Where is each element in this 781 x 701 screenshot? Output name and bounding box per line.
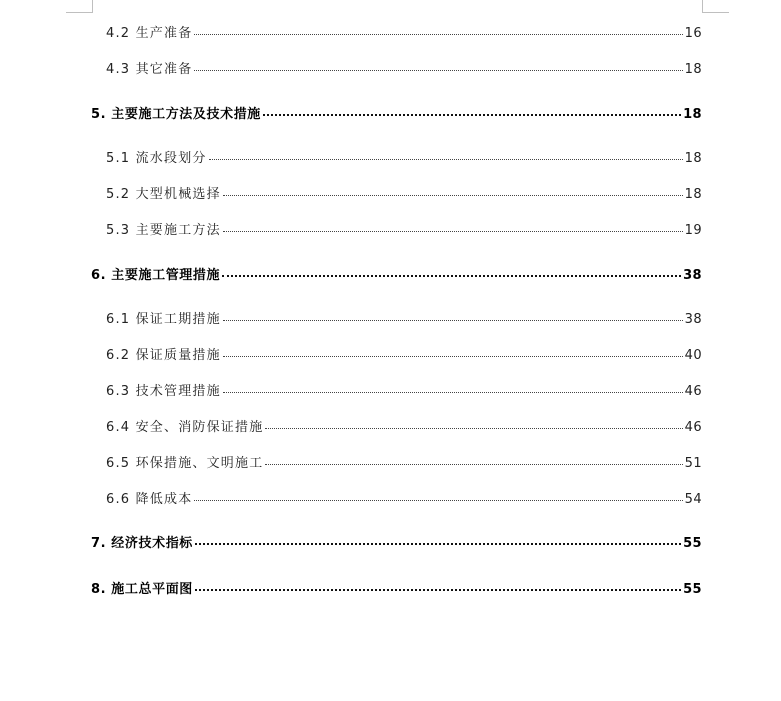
toc-dot-leader — [194, 70, 682, 71]
toc-page-number: 18 — [684, 151, 702, 166]
toc-page-number: 38 — [683, 268, 702, 283]
toc-entry-title: 4.2 生产准备 — [106, 26, 193, 41]
toc-entry[interactable] — [106, 183, 702, 202]
toc-dot-leader — [223, 320, 683, 321]
toc-dot-leader — [223, 356, 683, 357]
toc-entry-title: 5.3 主要施工方法 — [106, 223, 221, 238]
toc-entry-title: 7. 经济技术指标 — [91, 536, 193, 551]
toc-chapter-entry[interactable] — [91, 264, 702, 283]
toc-dot-leader — [265, 428, 682, 429]
toc-page-number: 46 — [684, 420, 702, 435]
toc-dot-leader — [223, 195, 683, 196]
toc-page-number: 46 — [684, 384, 702, 399]
toc-dot-leader — [195, 589, 681, 591]
toc-chapter-entry[interactable] — [91, 532, 702, 551]
toc-page-number: 55 — [683, 582, 702, 597]
toc-page-number: 18 — [684, 62, 702, 77]
toc-entry-title: 6.6 降低成本 — [106, 492, 193, 507]
toc-page-number: 18 — [683, 107, 702, 122]
toc-page-number: 54 — [684, 492, 702, 507]
toc-entry[interactable] — [106, 58, 702, 77]
toc-entry-title: 6. 主要施工管理措施 — [91, 268, 221, 283]
toc-page-number: 18 — [684, 187, 702, 202]
toc-chapter-entry[interactable] — [91, 103, 702, 122]
toc-entry-title: 6.5 环保措施、文明施工 — [106, 456, 264, 471]
toc-dot-leader — [194, 500, 682, 501]
toc-page-number: 40 — [684, 348, 702, 363]
toc-dot-leader — [222, 275, 681, 277]
toc-dot-leader — [265, 464, 682, 465]
toc-entry-title: 6.2 保证质量措施 — [106, 348, 221, 363]
toc-entry[interactable] — [106, 22, 702, 41]
toc-entry[interactable] — [106, 380, 702, 399]
toc-entry[interactable] — [106, 416, 702, 435]
toc-entry[interactable] — [106, 308, 702, 327]
toc-page-number: 51 — [684, 456, 702, 471]
toc-entry[interactable] — [106, 219, 702, 238]
toc-page-number: 16 — [684, 26, 702, 41]
toc-entry-title: 5. 主要施工方法及技术措施 — [91, 107, 261, 122]
toc-entry-title: 6.1 保证工期措施 — [106, 312, 221, 327]
toc-dot-leader — [195, 543, 681, 545]
page-corner-mark-right — [702, 0, 729, 13]
toc-dot-leader — [209, 159, 683, 160]
toc-dot-leader — [223, 392, 683, 393]
toc-entry-title: 6.3 技术管理措施 — [106, 384, 221, 399]
toc-page-number: 19 — [684, 223, 702, 238]
toc-page-number: 55 — [683, 536, 702, 551]
toc-entry-title: 8. 施工总平面图 — [91, 582, 193, 597]
toc-dot-leader — [223, 231, 683, 232]
toc-entry-title: 5.2 大型机械选择 — [106, 187, 221, 202]
toc-dot-leader — [263, 114, 681, 116]
toc-dot-leader — [194, 34, 682, 35]
toc-entry[interactable] — [106, 452, 702, 471]
toc-chapter-entry[interactable] — [91, 578, 702, 597]
toc-entry-title: 4.3 其它准备 — [106, 62, 193, 77]
toc-entry[interactable] — [106, 344, 702, 363]
toc-entry-title: 6.4 安全、消防保证措施 — [106, 420, 264, 435]
toc-entry[interactable] — [106, 147, 702, 166]
page-corner-mark-left — [66, 0, 93, 13]
toc-page-number: 38 — [684, 312, 702, 327]
toc-entry-title: 5.1 流水段划分 — [106, 151, 207, 166]
toc-entry[interactable] — [106, 488, 702, 507]
